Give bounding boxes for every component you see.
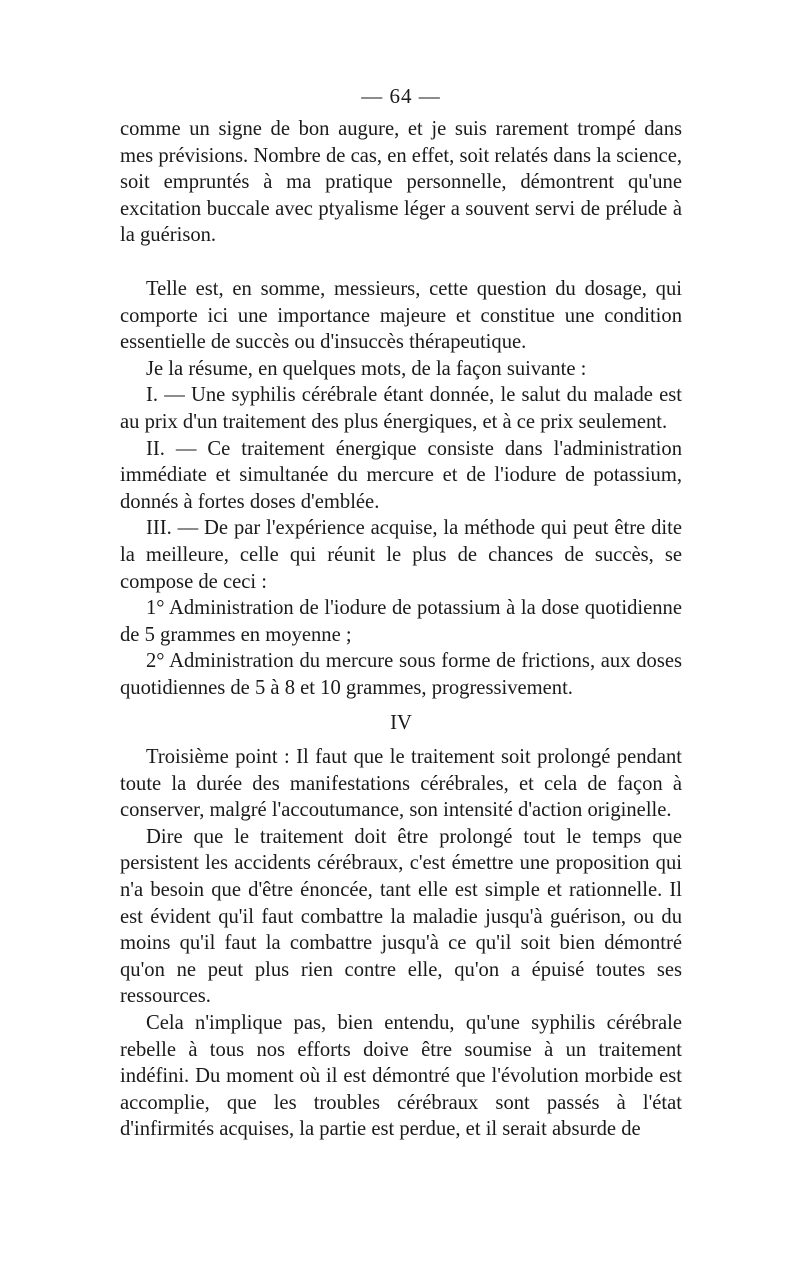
page-number: — 64 — xyxy=(361,84,441,108)
paragraph-prolonged-treatment: Dire que le traitement doit être prolongé tout le temps que persistent les accidents cérébraux, c'est émettre une proposition qui n'a besoin que d'être énoncée, tant elle est simple et rationnelle. Il est évident qu'il faut combattre la maladie jusqu'à guérison, ou du moins qu'il faut la combattre jusqu'à ce qu'il soit bien démontré qu'on ne peut plus rien contre elle, qu'on a épuisé toutes ses ressources. xyxy=(120,825,682,1008)
section-heading: IV xyxy=(390,712,412,735)
paragraph-item-1: 1° Administration de l'iodure de potassium à la dose quotidienne de 5 grammes en moyenne ; xyxy=(120,597,682,646)
paragraph-dosage-summary: Telle est, en somme, messieurs, cette question du dosage, qui comporte ici une importance majeure et constitue une condition essentielle de succès ou d'insuccès thérapeutique. xyxy=(120,277,682,354)
paragraph-point-iii: III. — De par l'expérience acquise, la méthode qui peut être dite la meilleure, celle qui réunit le plus de chances de succès, se compose de ceci : xyxy=(120,517,682,593)
body-text xyxy=(120,116,682,1143)
paragraph-indefinite-treatment: Cela n'implique pas, bien entendu, qu'une syphilis cérébrale rebelle à tous nos efforts doive être soumise à un traitement indéfini. Du moment où il est démontré que l'évolution morbide est accomplie, que les troubles cérébraux sont passés à l'état d'infirmités acquises, la partie est perdue, et il serait absurde de xyxy=(120,1012,682,1141)
paragraph-third-point: Troisième point : Il faut que le traitement soit prolongé pendant toute la durée des manifestations cérébrales, et cela de façon à conserver, malgré l'accoutumance, son intensité d'action originelle. xyxy=(120,746,682,822)
paragraph-point-i: I. — Une syphilis cérébrale étant donnée, le salut du malade est au prix d'un traitement des plus énergiques, et à ce prix seulement. xyxy=(120,384,682,433)
paragraph-item-2: 2° Administration du mercure sous forme de frictions, aux doses quotidiennes de 5 à 8 et 10 grammes, progressivement. xyxy=(120,650,682,699)
paragraph-continuation: comme un signe de bon augure, et je suis rarement trompé dans mes prévisions. Nombre de cas, en effet, soit relatés dans la science, soit empruntés à ma pratique personnelle, démontrent qu'une excitation buccale avec ptyalisme léger a souvent servi de prélude à la guérison. xyxy=(120,118,682,247)
paragraph-resume-intro: Je la résume, en quelques mots, de la façon suivante : xyxy=(146,357,587,380)
paragraph-point-ii: II. — Ce traitement énergique consiste dans l'administration immédiate et simultanée du mercure et de l'iodure de potassium, donnés à fortes doses d'emblée. xyxy=(120,437,682,513)
paragraph-gap xyxy=(120,249,682,276)
